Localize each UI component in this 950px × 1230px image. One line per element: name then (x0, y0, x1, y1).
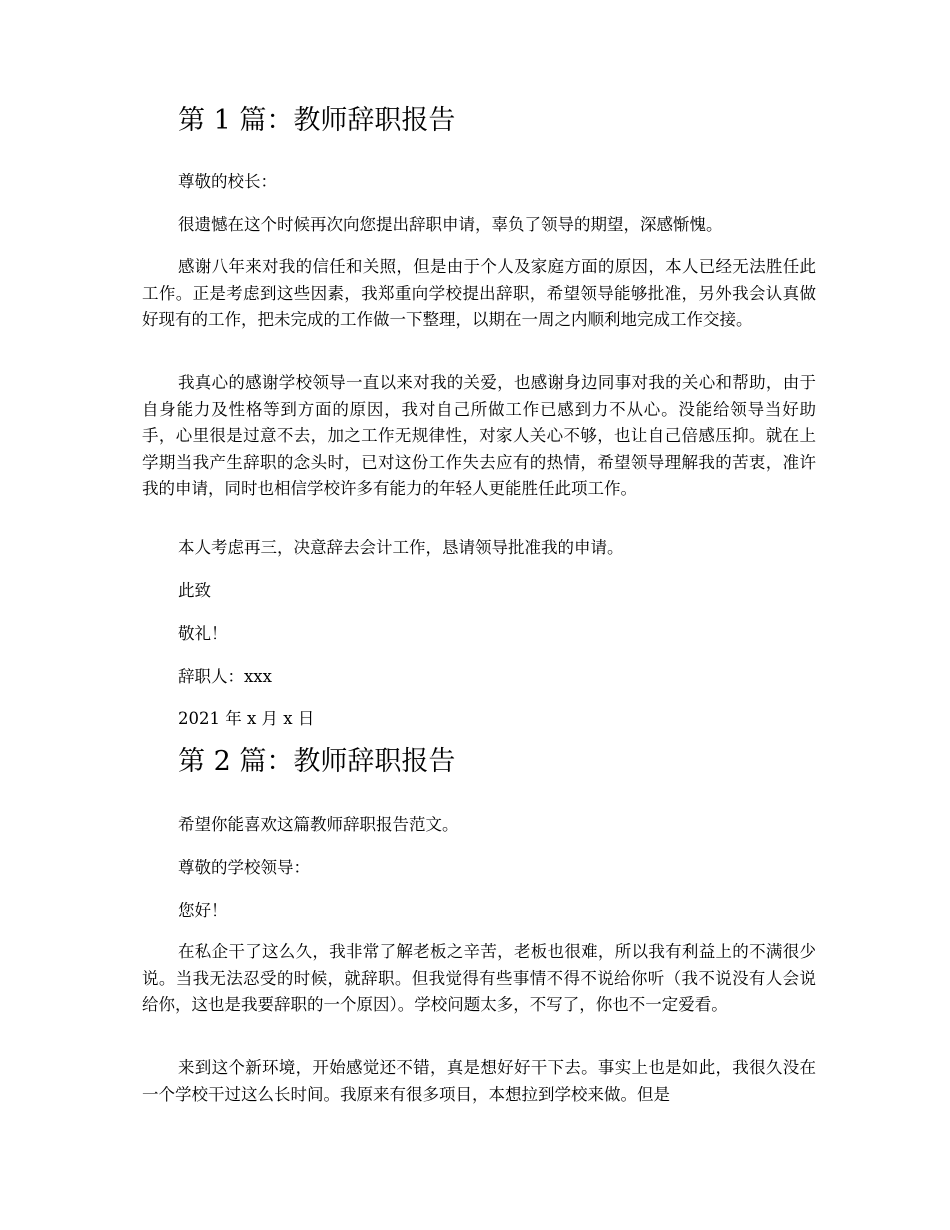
date-line: 2021 年 x 月 x 日 (178, 709, 315, 728)
signature-line: 辞职人：xxx (178, 667, 272, 686)
section-1-paragraph-2: 感谢八年来对我的信任和关照，但是由于个人及家庭方面的原因，本人已经无法胜任此工作。正是考虑到这些因素，我郑重向学校提出辞职，希望领导能够批准，另外我会认真做好现有的工作，把未完成的工作做一下整理，以期在一周之内顺利地完成工作交接。 (142, 257, 816, 330)
section-1-paragraph-4: 本人考虑再三，决意辞去会计工作，恳请领导批准我的申请。 (178, 538, 624, 557)
section-2-greeting: 您好！ (178, 901, 228, 920)
section-1-title: 第 1 篇：教师辞职报告 (178, 105, 456, 136)
section-2-title: 第 2 篇：教师辞职报告 (178, 746, 456, 777)
section-1-paragraph-3: 我真心的感谢学校领导一直以来对我的关爱，也感谢身边同事对我的关心和帮助，由于自身能力及性格等到方面的原因，我对自己所做工作已感到力不从心。没能给领导当好助手，心里很是过意不去，加之工作无规律性，对家人关心不够，也让自己倍感压抑。就在上学期当我产生辞职的念头时，已对这份工作失去应有的热情，希望领导理解我的苦衷，准许我的申请，同时也相信学校许多有能力的年轻人更能胜任此项工作。 (142, 373, 816, 499)
section-2-intro: 希望你能喜欢这篇教师辞职报告范文。 (178, 815, 459, 834)
closing-line-2: 敬礼！ (178, 624, 228, 643)
section-1-paragraph-1: 很遗憾在这个时候再次向您提出辞职申请，辜负了领导的期望，深感惭愧。 (178, 215, 723, 234)
section-2-paragraph-2: 来到这个新环境，开始感觉还不错，真是想好好干下去。事实上也是如此，我很久没在一个学校干过这么长时间。我原来有很多项目，本想拉到学校来做。但是 (142, 1058, 816, 1104)
section-1-salutation: 尊敬的校长： (178, 172, 277, 191)
section-2-paragraph-1: 在私企干了这么久，我非常了解老板之辛苦，老板也很难，所以我有利益上的不满很少说。当我无法忍受的时候，就辞职。但我觉得有些事情不得不说给你听（我不说没有人会说给你，这也是我要辞职的一个原因）。学校问题太多，不写了，你也不一定爱看。 (142, 942, 816, 1015)
closing-line-1: 此致 (178, 581, 211, 600)
section-2-salutation: 尊敬的学校领导： (178, 858, 310, 877)
